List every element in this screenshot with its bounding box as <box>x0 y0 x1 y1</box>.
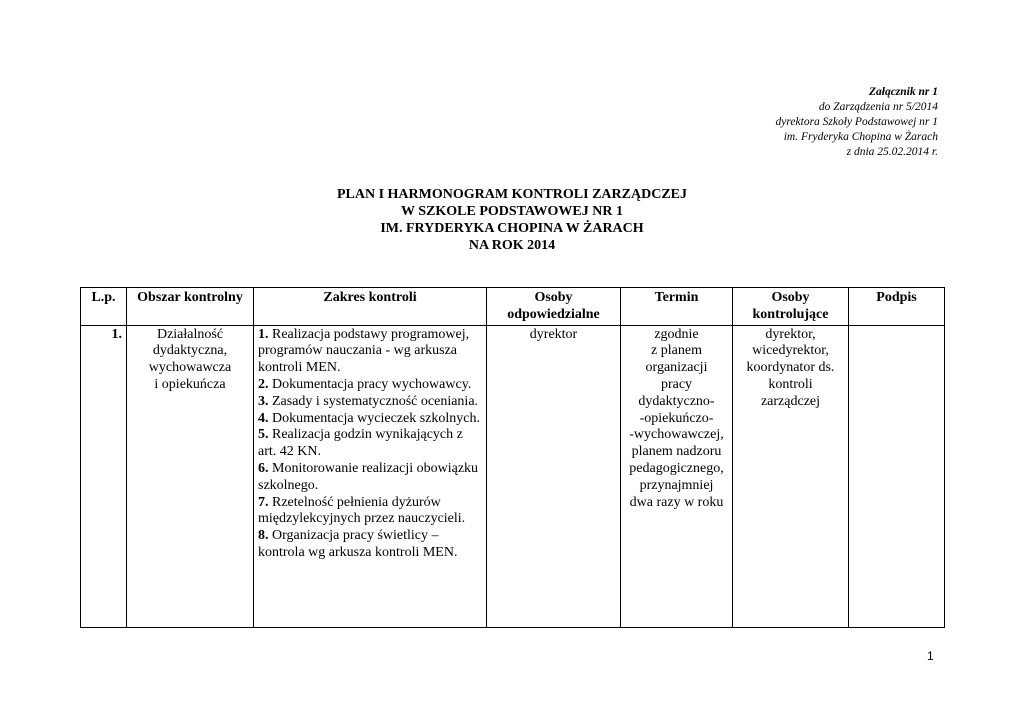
cell-lp: 1. <box>81 325 127 627</box>
header-scope: Zakres kontroli <box>254 288 487 326</box>
controllers-line: wicedyrektor, <box>752 343 829 359</box>
scope-item <box>258 427 482 461</box>
scope-number: 6. <box>258 460 269 476</box>
scope-number: 2. <box>258 376 269 392</box>
scope-text: Realizacja podstawy programowej, programów nauczania - wg arkusza kontroli MEN. <box>258 326 470 376</box>
controllers-line: dyrektor, <box>765 326 816 342</box>
annex-line: Załącznik nr 1 <box>868 86 938 98</box>
scope-number: 1. <box>258 326 269 342</box>
scope-item <box>258 394 482 411</box>
header-area: Obszar kontrolny <box>127 288 254 326</box>
cell-signature <box>849 325 945 627</box>
title-line: IM. FRYDERYKA CHOPINA W ŻARACH <box>380 221 644 236</box>
scope-item <box>258 411 482 428</box>
scope-number: 5. <box>258 427 269 443</box>
controllers-line: zarządczej <box>760 393 821 409</box>
term-line: z planem <box>651 343 702 359</box>
header-controllers-line: kontrolujące <box>752 306 829 322</box>
scope-text: Dokumentacja wycieczek szkolnych. <box>268 410 480 426</box>
header-responsible <box>487 288 621 326</box>
scope-text: Rzetelność pełnienia dyżurów międzylekcyjnych przez nauczycieli. <box>258 494 466 527</box>
scope-number: 7. <box>258 494 269 510</box>
area-line: wychowawcza <box>148 360 232 376</box>
scope-item <box>258 461 482 495</box>
annex-line: im. Fryderyka Chopina w Żarach <box>783 131 938 143</box>
scope-number: 3. <box>258 393 269 409</box>
scope-item <box>258 528 482 562</box>
title-line: W SZKOLE PODSTAWOWEJ NR 1 <box>401 204 623 219</box>
cell-controllers <box>733 325 849 627</box>
term-line: zgodnie <box>654 326 699 342</box>
term-line: dwa razy w roku <box>629 494 724 510</box>
term-line: planem nadzoru <box>631 444 722 460</box>
scope-text: Organizacja pracy świetlicy – kontrola wg arkusza kontroli MEN. <box>258 528 458 560</box>
scope-text: Realizacja godzin wynikających z art. 42 KN. <box>258 427 463 460</box>
controllers-line: kontroli <box>768 376 813 392</box>
scope-text: Monitorowanie realizacji obowiązku szkolnego. <box>258 460 479 493</box>
cell-term <box>621 325 733 627</box>
area-line: i opiekuńcza <box>154 376 226 392</box>
scope-item <box>258 377 482 394</box>
header-term: Termin <box>621 288 733 326</box>
term-line: -wychowawczej, <box>629 427 724 443</box>
scope-text: Dokumentacja pracy wychowawcy. <box>268 376 472 392</box>
scope-number: 4. <box>258 410 269 426</box>
controllers-line: koordynator ds. <box>746 360 835 376</box>
header-lp: L.p. <box>81 288 127 326</box>
annex-line: dyrektora Szkoły Podstawowej nr 1 <box>775 116 938 128</box>
header-controllers <box>733 288 849 326</box>
title-line: NA ROK 2014 <box>468 238 556 253</box>
page-number: 1 <box>927 649 934 663</box>
document-title <box>0 186 1024 254</box>
scope-text: Zasady i systematyczność oceniania. <box>268 393 479 409</box>
term-line: pedagogicznego, <box>629 460 724 476</box>
table-row <box>81 325 945 627</box>
annex-line: z dnia 25.02.2014 r. <box>846 146 938 158</box>
header-signature: Podpis <box>849 288 945 326</box>
term-line: przynajmniej <box>639 477 714 493</box>
annex-line: do Zarządzenia nr 5/2014 <box>818 101 938 113</box>
term-line: pracy <box>660 376 693 392</box>
annex-header <box>776 85 938 160</box>
term-line: -opiekuńczo- <box>639 410 714 426</box>
table-header-row <box>81 288 945 326</box>
term-line: dydaktyczno- <box>638 393 715 409</box>
header-controllers-line: Osoby <box>771 290 810 305</box>
scope-item <box>258 327 482 377</box>
area-line: Działalność <box>156 326 224 342</box>
cell-responsible: dyrektor <box>487 325 621 627</box>
control-plan-table <box>80 287 945 628</box>
scope-item <box>258 495 482 529</box>
title-line: PLAN I HARMONOGRAM KONTROLI ZARZĄDCZEJ <box>336 187 687 202</box>
header-responsible-line: Osoby <box>534 290 573 305</box>
cell-area <box>127 325 254 627</box>
scope-number: 8. <box>258 528 269 544</box>
area-line: dydaktyczna, <box>152 343 228 359</box>
header-responsible-line: odpowiedzialne <box>507 306 600 322</box>
cell-scope <box>254 325 487 627</box>
term-line: organizacji <box>645 360 708 376</box>
